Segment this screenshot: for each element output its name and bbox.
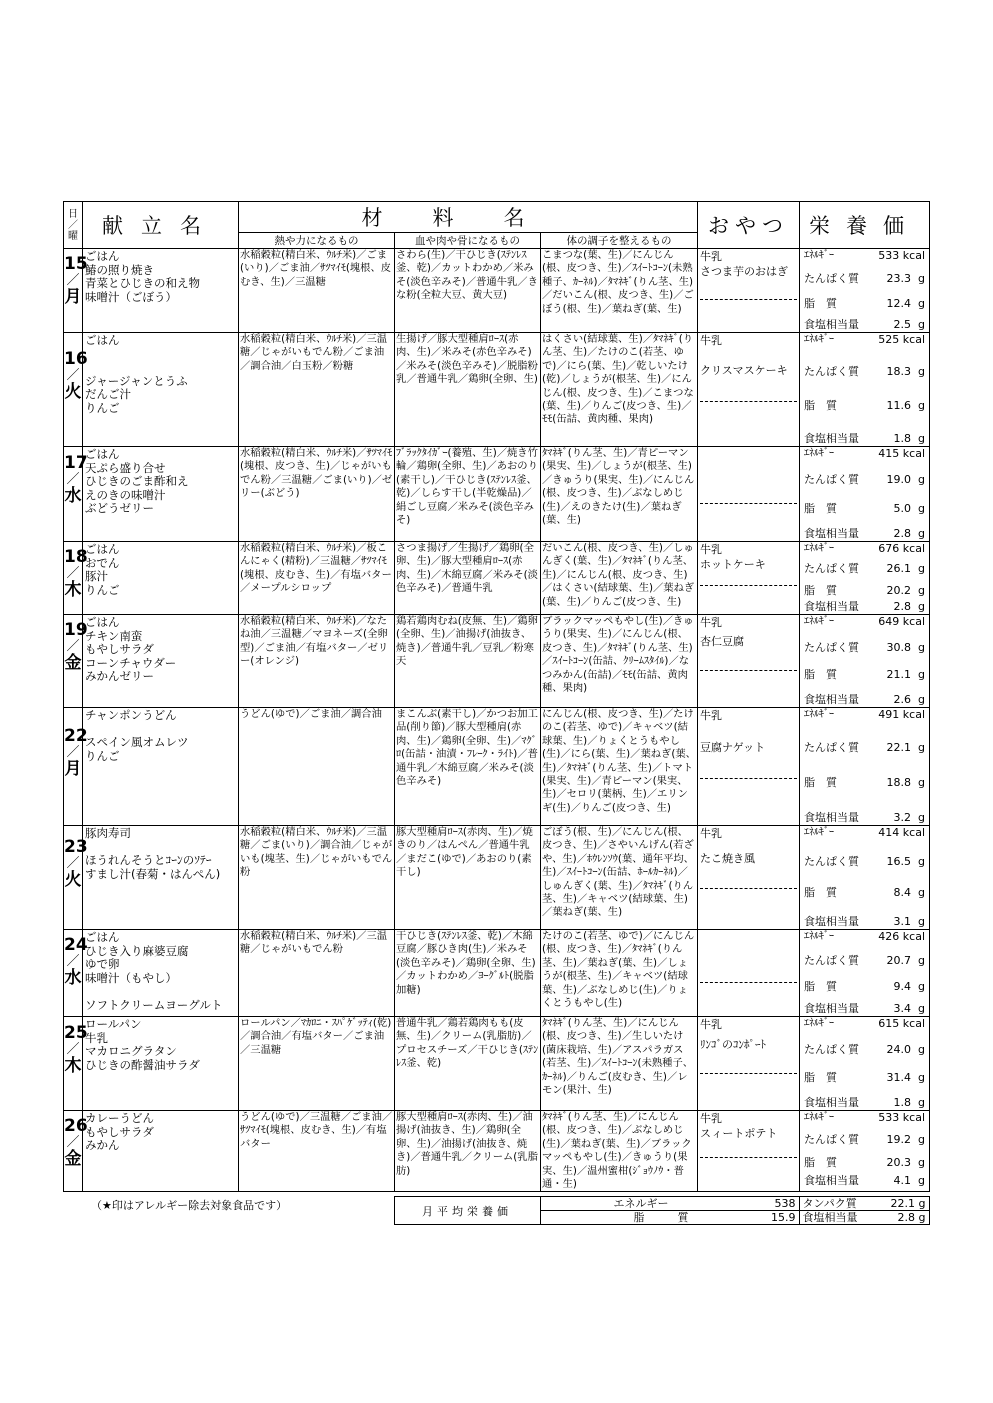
menu-cell bbox=[83, 447, 239, 542]
menu-item: スペイン風オムレツ bbox=[85, 735, 189, 749]
ingredients-body: さつま揚げ／生揚げ／鶏卵(全卵、生)／豚大型種肩ﾛｰｽ(赤肉、生)／木綿豆腐／米みそ(淡色辛みそ)／普通牛乳 bbox=[395, 542, 541, 615]
ingredients-energy: 水稲穀粒(精白米、ｳﾙﾁ米)／三温糖／ごま(いり)／調合油／じゃがいも(塊茎、生)／じゃがいもでん粉 bbox=[239, 826, 395, 930]
day-row bbox=[64, 447, 930, 542]
nutrition-cell: ｴﾈﾙｷﾞｰ 676 kcal たんぱく質 26.1 g 脂 質 20.2 g 食塩相当量 2.8 g bbox=[800, 542, 930, 615]
energy-label: ｴﾈﾙｷﾞｰ bbox=[804, 709, 835, 720]
nutrition-cell: ｴﾈﾙｷﾞｰ 615 kcal たんぱく質 24.0 g 脂 質 31.4 g 食塩相当量 1.8 g bbox=[800, 1017, 930, 1111]
day-number: 15 bbox=[64, 254, 88, 274]
protein-label: たんぱく質 bbox=[804, 1133, 860, 1146]
energy-value: 649 bbox=[878, 615, 900, 628]
ingredients-energy: 水稲穀粒(精白米、ｳﾙﾁ米)／ごま(いり)／ごま油／ｻﾂﾏｲﾓ(塊根、皮むき、生)／三温糖 bbox=[239, 249, 395, 333]
category-body-header: 血や肉や骨になるもの bbox=[395, 233, 541, 249]
menu-item: えのきの味噌汁 bbox=[85, 487, 166, 502]
menu-item: マカロニグラタン bbox=[85, 1044, 177, 1058]
day-cell bbox=[64, 542, 88, 615]
monthly-average-label: 月平均栄養価 bbox=[394, 1197, 540, 1225]
salt-value: 3.2 bbox=[893, 811, 912, 824]
day-separator: ／ bbox=[66, 744, 80, 760]
day-separator: ／ bbox=[66, 1041, 80, 1057]
menu-item: チキン南蛮 bbox=[85, 628, 143, 643]
fat-label: 脂 質 bbox=[804, 776, 838, 789]
ingredients-regulate: たけのこ(若茎、ゆで)／にんじん(根、皮つき、生)／ﾀﾏﾈｷﾞ(りん茎、生)／葉ねぎ(葉、生)／しょうが(根茎、生)／キャベツ(結球葉、生)／ぶなしめじ(生)／りょくとうもやし(生) bbox=[541, 930, 698, 1017]
energy-value: 676 bbox=[878, 542, 900, 555]
menu-item bbox=[85, 723, 236, 737]
nutrition-cell: ｴﾈﾙｷﾞｰ 525 kcal たんぱく質 18.3 g 脂 質 11.6 g 食塩相当量 1.8 g bbox=[800, 333, 930, 447]
menu-item: もやしサラダ bbox=[85, 1124, 154, 1139]
menu-item: ごはん bbox=[85, 542, 120, 556]
snack-cell bbox=[698, 1111, 800, 1192]
nutrition-cell: ｴﾈﾙｷﾞｰ 426 kcal たんぱく質 20.7 g 脂 質 9.4 g 食塩相当量 3.4 g bbox=[800, 930, 930, 1017]
menu-item: ごはん bbox=[85, 249, 120, 263]
day-number: 23 bbox=[64, 836, 88, 857]
fat-label: 脂 質 bbox=[804, 668, 838, 681]
energy-value: 491 bbox=[878, 708, 900, 721]
protein-value: 30.8 bbox=[886, 641, 912, 654]
ingredients-body: ﾌﾞﾗｯｸﾀｲｶﾞｰ(養殖、生)／焼き竹輪／鶏卵(全卵、生)／あおのり(素干し)／干ひじき(ｽﾃﾝﾚｽ釜、乾)／しらす干し(半乾燥品)／絹ごし豆腐／米みそ(淡色辛みそ) bbox=[395, 447, 541, 542]
ingredients-energy: 水稲穀粒(精白米、ｳﾙﾁ米)／三温糖／じゃがいもでん粉／ごま油／調合油／白玉粉／粉糖 bbox=[239, 333, 395, 447]
snack-cell bbox=[698, 1017, 800, 1111]
ingredients-energy: うどん(ゆで)／ごま油／調合油 bbox=[239, 708, 395, 826]
menu-cell bbox=[83, 1017, 239, 1111]
weekday: 月 bbox=[64, 758, 82, 779]
day-separator: ／ bbox=[66, 367, 80, 383]
ingredients-body: 鶏若鶏肉むね(皮無、生)／鶏卵(全卵、生)／油揚げ(油抜き、焼き)／普通牛乳／豆乳／粉寒天 bbox=[395, 615, 541, 708]
ingredients-body: さわら(生)／干ひじき(ｽﾃﾝﾚｽ釜、乾)／カットわかめ／米みそ(淡色辛みそ)／普通牛乳／きな粉(全粒大豆、黄大豆) bbox=[395, 249, 541, 333]
ingredients-body: まこんぶ(素干し)／かつお加工品(削り節)／豚大型種肩(赤肉、生)／鶏卵(全卵、生)／ﾏｸﾞﾛ(缶詰・油漬・ﾌﾚｰｸ・ﾗｲﾄ)／普通牛乳／木綿豆腐／米みそ(淡色辛みそ) bbox=[395, 708, 541, 826]
salt-value: 2.6 bbox=[893, 693, 912, 706]
menu-item: りんご bbox=[85, 400, 120, 415]
menu-item: もやしサラダ bbox=[85, 642, 154, 656]
protein-label: たんぱく質 bbox=[804, 741, 860, 754]
snack-cell bbox=[698, 930, 800, 1017]
weekday: 水 bbox=[64, 486, 82, 506]
menu-cell bbox=[83, 333, 239, 447]
salt-label: 食塩相当量 bbox=[804, 693, 860, 706]
menu-item bbox=[85, 361, 236, 375]
weekday: 火 bbox=[64, 381, 82, 402]
nutrition-cell: ｴﾈﾙｷﾞｰ 533 kcal たんぱく質 23.3 g 脂 質 12.4 g 食塩相当量 2.5 g bbox=[800, 249, 930, 333]
menu-cell bbox=[83, 708, 239, 826]
snack-divider bbox=[700, 1073, 797, 1074]
day-cell bbox=[64, 447, 88, 542]
salt-label: 食塩相当量 bbox=[804, 432, 860, 445]
energy-label: ｴﾈﾙｷﾞｰ bbox=[804, 448, 835, 459]
protein-value: 19.2 bbox=[886, 1133, 912, 1146]
snack-drink bbox=[698, 930, 799, 932]
menu-item: 豚肉寿司 bbox=[85, 826, 131, 840]
energy-label: ｴﾈﾙｷﾞｰ bbox=[804, 334, 835, 345]
day-header: 日 ／ 曜 bbox=[64, 202, 83, 249]
menu-cell bbox=[83, 615, 239, 708]
fat-label: 脂 質 bbox=[804, 399, 838, 412]
menu-item: ごはん bbox=[85, 333, 120, 347]
menu-item: 味噌汁（もやし） bbox=[85, 970, 177, 985]
protein-label: たんぱく質 bbox=[804, 1043, 860, 1056]
footer: （★印はアレルギー除去対象食品です） 月平均栄養価 エネルギー 538 脂 質 15.9 タンパク質 22.1 g 食塩相当量 2.8 g bbox=[63, 1196, 930, 1225]
salt-label: 食塩相当量 bbox=[804, 1096, 860, 1109]
fat-value: 18.8 bbox=[886, 776, 912, 789]
avg-energy-label: エネルギー bbox=[613, 1197, 669, 1211]
nutrition-cell: ｴﾈﾙｷﾞｰ 415 kcal たんぱく質 19.0 g 脂 質 5.0 g 食塩相当量 2.8 g bbox=[800, 447, 930, 542]
fat-value: 9.4 bbox=[893, 980, 912, 993]
ingredients-regulate: ﾀﾏﾈｷﾞ(りん茎、生)／にんじん(根、皮つき、生)／ぶなしめじ(生)／葉ねぎ(葉、生)／ブラックマッペもやし(生)／きゅうり(果実、生)／温州蜜柑(ｼﾞｮｳﾉｳ・普通・生) bbox=[541, 1111, 698, 1192]
day-number: 22 bbox=[64, 725, 88, 746]
salt-value: 2.8 bbox=[893, 527, 912, 540]
salt-value: 3.4 bbox=[893, 1002, 912, 1015]
avg-fat-label: 脂 質 bbox=[633, 1211, 689, 1225]
snack-food: スィートポテト bbox=[700, 1127, 778, 1140]
protein-value: 26.1 bbox=[886, 562, 912, 575]
snack-drink: 牛乳 bbox=[700, 709, 723, 722]
snack-food: 杏仁豆腐 bbox=[700, 635, 745, 648]
nutrition-cell: ｴﾈﾙｷﾞｰ 533 kcal たんぱく質 19.2 g 脂 質 20.3 g 食塩相当量 4.1 g bbox=[800, 1111, 930, 1192]
snack-cell bbox=[698, 615, 800, 708]
salt-label: 食塩相当量 bbox=[804, 915, 860, 928]
energy-label: ｴﾈﾙｷﾞｰ bbox=[804, 616, 835, 627]
avg-protein-label: タンパク質 bbox=[802, 1197, 857, 1211]
ingredients-body: 普通牛乳／鶏若鶏肉もも(皮無、生)／クリーム(乳脂肪)／プロセスチーズ／干ひじき(ｽﾃﾝﾚｽ釜、乾) bbox=[395, 1017, 541, 1111]
day-separator: ／ bbox=[66, 273, 80, 288]
salt-label: 食塩相当量 bbox=[804, 600, 860, 613]
energy-label: ｴﾈﾙｷﾞｰ bbox=[804, 827, 835, 838]
energy-value: 615 bbox=[878, 1017, 900, 1030]
menu-item: ジャージャンとうふ bbox=[85, 373, 188, 388]
day-separator: ／ bbox=[66, 954, 80, 969]
nutrition-header: 栄養価 bbox=[800, 202, 930, 249]
fat-label: 脂 質 bbox=[804, 1156, 838, 1169]
protein-value: 22.1 bbox=[886, 741, 912, 754]
fat-label: 脂 質 bbox=[804, 1071, 838, 1084]
day-cell bbox=[64, 333, 88, 447]
snack-food: ﾘﾝｺﾞのｺﾝﾎﾟｰﾄ bbox=[700, 1037, 767, 1051]
protein-value: 23.3 bbox=[886, 272, 912, 285]
menu-item: 青菜とひじきの和え物 bbox=[85, 276, 200, 290]
menu-item: ごはん bbox=[85, 930, 120, 944]
snack-divider bbox=[700, 503, 797, 504]
menu-item: 味噌汁（ごぼう） bbox=[85, 289, 177, 304]
snack-cell bbox=[698, 542, 800, 615]
fat-label: 脂 質 bbox=[804, 584, 838, 597]
day-cell bbox=[64, 826, 88, 930]
day-separator: ／ bbox=[66, 639, 80, 654]
salt-label: 食塩相当量 bbox=[804, 1002, 860, 1015]
snack-cell bbox=[698, 826, 800, 930]
ingredients-energy: 水稲穀粒(精白米、ｳﾙﾁ米)／なたね油／三温糖／マヨネーズ(全卵型)／ごま油／有塩バター／ゼリー(オレンジ) bbox=[239, 615, 395, 708]
fat-value: 5.0 bbox=[893, 502, 912, 515]
day-number: 26 bbox=[64, 1116, 88, 1136]
menu-cell bbox=[83, 1111, 239, 1192]
snack-cell bbox=[698, 249, 800, 333]
day-number: 25 bbox=[64, 1022, 88, 1043]
ingredients-body: 干ひじき(ｽﾃﾝﾚｽ釜、乾)／木綿豆腐／豚ひき肉(生)／米みそ(淡色辛みそ)／鶏卵(全卵、生)／カットわかめ／ﾖｰｸﾞﾙﾄ(脱脂加糖) bbox=[395, 930, 541, 1017]
protein-label: たんぱく質 bbox=[804, 473, 860, 486]
menu-name-header: 献立名 bbox=[83, 202, 239, 249]
weekday: 金 bbox=[64, 1149, 82, 1169]
fat-value: 21.1 bbox=[886, 668, 912, 681]
protein-label: たんぱく質 bbox=[804, 562, 860, 575]
snack-food: たこ焼き風 bbox=[700, 851, 756, 865]
energy-value: 533 bbox=[878, 1111, 900, 1124]
category-energy-header: 熱や力になるもの bbox=[239, 233, 395, 249]
day-row bbox=[64, 930, 930, 1017]
menu-item: 鰆の照り焼き bbox=[85, 262, 154, 277]
allergy-note: （★印はアレルギー除去対象食品です） bbox=[91, 1198, 288, 1212]
snack-cell bbox=[698, 333, 800, 447]
menu-item: すまし汁(春菊・はんぺん) bbox=[85, 866, 221, 881]
menu-item: みかんゼリー bbox=[85, 669, 154, 683]
ingredients-energy: 水稲穀粒(精白米、ｳﾙﾁ米)／板こんにゃく(精粉)／三温糖／ｻﾂﾏｲﾓ(塊根、皮むき、生)／有塩バター／メープルシロップ bbox=[239, 542, 395, 615]
menu-item: ごはん bbox=[85, 615, 120, 629]
weekday: 木 bbox=[64, 1055, 82, 1076]
protein-value: 24.0 bbox=[886, 1043, 912, 1056]
salt-label: 食塩相当量 bbox=[804, 318, 860, 331]
menu-cell bbox=[83, 249, 239, 333]
fat-label: 脂 質 bbox=[804, 980, 838, 993]
fat-label: 脂 質 bbox=[804, 886, 838, 899]
fat-label: 脂 質 bbox=[804, 297, 838, 310]
day-separator: ／ bbox=[66, 855, 80, 871]
fat-value: 20.3 bbox=[886, 1156, 912, 1169]
avg-fat-value: 15.9 bbox=[771, 1211, 796, 1225]
snack-divider bbox=[700, 982, 797, 983]
ingredients-energy: 水稲穀粒(精白米、ｳﾙﾁ米)／三温糖／じゃがいもでん粉 bbox=[239, 930, 395, 1017]
menu-item: ゆで卵 bbox=[85, 957, 120, 971]
menu-item: ソフトクリームヨーグルト bbox=[85, 997, 223, 1012]
ingredients-regulate: ﾀﾏﾈｷﾞ(りん茎、生)／青ピーマン(果実、生)／しょうが(根茎、生)／きゅうり(果実、生)／にんじん(根、皮つき、生)／ぶなしめじ(生)／えのきたけ(生)／葉ねぎ(葉、生) bbox=[541, 447, 698, 542]
protein-value: 16.5 bbox=[886, 855, 912, 868]
avg-protein-value: 22.1 bbox=[890, 1197, 916, 1211]
ingredients-header: 材料名 bbox=[239, 202, 698, 233]
menu-item: おでん bbox=[85, 555, 120, 570]
menu-item: ロールパン bbox=[85, 1017, 142, 1031]
menu-cell bbox=[83, 826, 239, 930]
ingredients-regulate: ﾀﾏﾈｷﾞ(りん茎、生)／にんじん(根、皮つき、生)／生しいたけ(菌床栽培、生)／アスパラガス(若茎、生)／ｽｲｰﾄｺｰﾝ(未熟種子、ｶｰﾈﾙ)／りんご(皮むき、生)／レモン(果汁、生) bbox=[541, 1017, 698, 1111]
ingredients-regulate: だいこん(根、皮つき、生)／しゅんぎく(葉、生)／ﾀﾏﾈｷﾞ(りん茎、生)／にんじん(根、皮つき、生)／はくさい(結球葉、生)／葉ねぎ(葉、生)／りんご(皮つき、生) bbox=[541, 542, 698, 615]
ingredients-energy: ロールパン／ﾏｶﾛﾆ・ｽﾊﾟｹﾞｯﾃｨ(乾)／調合油／有塩バター／ごま油／三温糖 bbox=[239, 1017, 395, 1111]
snack-drink: 牛乳 bbox=[700, 616, 723, 629]
ingredients-body: 豚大型種肩ﾛｰｽ(赤肉、生)／焼きのり／はんぺん／普通牛乳／まだこ(ゆで)／あおのり(素干し) bbox=[395, 826, 541, 930]
snack-drink: 牛乳 bbox=[700, 1018, 723, 1031]
ingredients-regulate: ごぼう(根、生)／にんじん(根、皮つき、生)／さやいんげん(若ざや、生)／ﾎｳﾚﾝｿｳ(葉、通年平均、生)／ｽｲｰﾄｺｰﾝ(缶詰、ﾎｰﾙｶｰﾈﾙ)／しゅんぎく(葉、生)／ﾀﾏﾈｷﾞ(りん茎、生)／キャベツ(結球葉、生)／葉ねぎ(葉、生) bbox=[541, 826, 698, 930]
day-row bbox=[64, 615, 930, 708]
snack-divider bbox=[700, 401, 797, 402]
snack-drink: 牛乳 bbox=[700, 543, 723, 556]
fat-label: 脂 質 bbox=[804, 502, 838, 515]
energy-label: ｴﾈﾙｷﾞｰ bbox=[804, 250, 835, 261]
energy-label: ｴﾈﾙｷﾞｰ bbox=[804, 931, 835, 942]
menu-item bbox=[85, 841, 236, 855]
fat-value: 20.2 bbox=[886, 584, 912, 597]
weekday: 月 bbox=[64, 287, 82, 307]
menu-item: ほうれんそうとｺｰﾝのｿﾃｰ bbox=[85, 853, 212, 867]
protein-value: 20.7 bbox=[886, 954, 912, 967]
snack-header: おやつ bbox=[698, 202, 800, 249]
day-row bbox=[64, 1017, 930, 1111]
salt-label: 食塩相当量 bbox=[804, 811, 860, 824]
ingredients-regulate: ブラックマッペもやし(生)／きゅうり(果実、生)／にんじん(根、皮つき、生)／ﾀﾏﾈｷﾞ(りん茎、生)／ｽｲｰﾄｺｰﾝ(缶詰、ｸﾘｰﾑｽﾀｲﾙ)／なつみかん(缶詰)／ﾓﾓ(缶詰、黄肉種、果肉) bbox=[541, 615, 698, 708]
menu-item: コーンチャウダー bbox=[85, 655, 177, 670]
ingredients-energy: 水稲穀粒(精白米、ｳﾙﾁ米)／ｻﾂﾏｲﾓ(塊根、皮つき、生)／じゃがいもでん粉／三温糖／ごま(いり)／ゼリー(ぶどう) bbox=[239, 447, 395, 542]
energy-label: ｴﾈﾙｷﾞｰ bbox=[804, 1112, 835, 1123]
menu-item: りんご bbox=[85, 582, 120, 597]
fat-value: 31.4 bbox=[886, 1071, 912, 1084]
salt-value: 1.8 bbox=[893, 432, 912, 445]
energy-value: 414 bbox=[878, 826, 900, 839]
energy-label: ｴﾈﾙｷﾞｰ bbox=[804, 1018, 835, 1029]
menu-cell bbox=[83, 542, 239, 615]
ingredients-body: 豚大型種肩ﾛｰｽ(赤肉、生)／油揚げ(油抜き、生)／鶏卵(全卵、生)／油揚げ(油抜き、焼き)／普通牛乳／クリーム(乳脂肪) bbox=[395, 1111, 541, 1192]
menu-item: 豚汁 bbox=[85, 569, 108, 583]
protein-label: たんぱく質 bbox=[804, 365, 860, 378]
snack-food: さつま芋のおはぎ bbox=[700, 265, 789, 278]
ingredients-regulate: はくさい(結球葉、生)／ﾀﾏﾈｷﾞ(りん茎、生)／たけのこ(若茎、ゆで)／にら(葉、生)／乾しいたけ(乾)／しょうが(根茎、生)／にんじん(根、皮つき、生)／こまつな(葉、生)／りんご(皮つき、生)／ﾓﾓ(缶詰、黄肉種、果肉) bbox=[541, 333, 698, 447]
salt-value: 2.8 bbox=[893, 600, 912, 613]
day-number: 17 bbox=[64, 453, 88, 473]
snack-divider bbox=[700, 888, 797, 889]
salt-label: 食塩相当量 bbox=[804, 527, 860, 540]
snack-cell bbox=[698, 708, 800, 826]
snack-divider bbox=[700, 778, 797, 779]
snack-divider bbox=[700, 670, 797, 671]
day-cell bbox=[64, 930, 88, 1017]
weekday: 金 bbox=[64, 653, 82, 673]
day-row bbox=[64, 826, 930, 930]
menu-item: ごはん bbox=[85, 447, 120, 461]
ingredients-regulate: にんじん(根、皮つき、生)／たけのこ(若茎、ゆで)／キャベツ(結球葉、生)／りょくとうもやし(生)／にら(葉、生)／葉ねぎ(葉、生)／ﾀﾏﾈｷﾞ(りん茎、生)／トマト(果実、生)／青ピーマン(果実、生)／セロリ(葉柄、生)／エリンギ(生)／りんご(皮つき、生) bbox=[541, 708, 698, 826]
day-separator: ／ bbox=[66, 566, 80, 581]
menu-item: ひじきの酢醤油サラダ bbox=[85, 1057, 200, 1072]
ingredients-body: 生揚げ／豚大型種肩ﾛｰｽ(赤肉、生)／米みそ(赤色辛みそ)／米みそ(淡色辛みそ)／脱脂粉乳／普通牛乳／鶏卵(全卵、生) bbox=[395, 333, 541, 447]
day-separator: ／ bbox=[66, 472, 80, 487]
energy-value: 415 bbox=[878, 447, 900, 460]
energy-value: 426 bbox=[878, 930, 900, 943]
fat-value: 8.4 bbox=[893, 886, 912, 899]
protein-label: たんぱく質 bbox=[804, 855, 860, 868]
snack-divider bbox=[700, 1157, 797, 1158]
energy-value: 525 bbox=[878, 333, 900, 346]
day-row bbox=[64, 333, 930, 447]
menu-item: 天ぷら盛り合せ bbox=[85, 460, 166, 475]
fat-value: 12.4 bbox=[886, 297, 912, 310]
menu-item: りんご bbox=[85, 748, 120, 763]
snack-drink: 牛乳 bbox=[700, 827, 723, 840]
energy-label: ｴﾈﾙｷﾞｰ bbox=[804, 543, 835, 554]
protein-value: 18.3 bbox=[886, 365, 912, 378]
day-cell bbox=[64, 615, 88, 708]
day-row bbox=[64, 249, 930, 333]
category-regulate-header: 体の調子を整えるもの bbox=[541, 233, 698, 249]
day-cell bbox=[64, 249, 88, 333]
day-cell bbox=[64, 1111, 88, 1192]
salt-value: 4.1 bbox=[893, 1174, 912, 1187]
nutrition-cell: ｴﾈﾙｷﾞｰ 649 kcal たんぱく質 30.8 g 脂 質 21.1 g 食塩相当量 2.6 g bbox=[800, 615, 930, 708]
snack-drink bbox=[698, 447, 799, 449]
snack-cell bbox=[698, 447, 800, 542]
protein-label: たんぱく質 bbox=[804, 272, 860, 285]
avg-energy-value: 538 bbox=[774, 1197, 796, 1211]
day-number: 24 bbox=[64, 935, 88, 955]
day-row bbox=[64, 708, 930, 826]
menu-table bbox=[63, 201, 930, 1192]
nutrition-cell: ｴﾈﾙｷﾞｰ 491 kcal たんぱく質 22.1 g 脂 質 18.8 g 食塩相当量 3.2 g bbox=[800, 708, 930, 826]
weekday: 火 bbox=[64, 869, 82, 890]
day-number: 19 bbox=[64, 620, 88, 640]
menu-item: 牛乳 bbox=[85, 1030, 108, 1045]
salt-value: 2.5 bbox=[893, 318, 912, 331]
menu-item: みかん bbox=[85, 1138, 120, 1152]
avg-salt-label: 食塩相当量 bbox=[802, 1211, 858, 1225]
weekday: 木 bbox=[64, 580, 82, 600]
day-number: 18 bbox=[64, 547, 88, 567]
menu-item: ひじきのごま酢和え bbox=[85, 474, 189, 488]
snack-drink: 牛乳 bbox=[700, 250, 723, 263]
day-separator: ／ bbox=[66, 1135, 80, 1150]
day-number: 16 bbox=[64, 348, 88, 369]
day-cell bbox=[64, 1017, 88, 1111]
ingredients-regulate: こまつな(葉、生)／にんじん(根、皮つき、生)／ｽｲｰﾄｺｰﾝ(未熟種子、ｶｰﾈﾙ)／ﾀﾏﾈｷﾞ(りん茎、生)／だいこん(根、皮つき、生)／ごぼう(根、生)／葉ねぎ(葉、生) bbox=[541, 249, 698, 333]
menu-item bbox=[85, 348, 236, 362]
menu-cell bbox=[83, 930, 239, 1017]
energy-value: 533 bbox=[878, 249, 900, 262]
day-row bbox=[64, 1111, 930, 1192]
snack-food: 豆腐ナゲット bbox=[700, 740, 766, 754]
snack-drink: 牛乳 bbox=[700, 334, 723, 347]
protein-label: たんぱく質 bbox=[804, 954, 860, 967]
snack-divider bbox=[700, 585, 797, 586]
salt-value: 3.1 bbox=[893, 915, 912, 928]
ingredients-energy: うどん(ゆで)／三温糖／ごま油／ｻﾂﾏｲﾓ(塊根、皮むき、生)／有塩バター bbox=[239, 1111, 395, 1192]
nutrition-cell: ｴﾈﾙｷﾞｰ 414 kcal たんぱく質 16.5 g 脂 質 8.4 g 食塩相当量 3.1 g bbox=[800, 826, 930, 930]
menu-item: カレーうどん bbox=[85, 1111, 154, 1125]
snack-drink: 牛乳 bbox=[700, 1112, 723, 1125]
menu-item: チャンポンうどん bbox=[85, 708, 177, 722]
avg-salt-value: 2.8 bbox=[897, 1211, 916, 1225]
day-row bbox=[64, 542, 930, 615]
weekday: 水 bbox=[64, 968, 82, 988]
menu-item: ぶどうゼリー bbox=[85, 501, 154, 515]
protein-label: たんぱく質 bbox=[804, 641, 860, 654]
salt-label: 食塩相当量 bbox=[804, 1174, 860, 1187]
day-cell bbox=[64, 708, 88, 826]
protein-value: 19.0 bbox=[886, 473, 912, 486]
snack-food: ホットケーキ bbox=[700, 558, 766, 571]
menu-item: ひじき入り麻婆豆腐 bbox=[85, 943, 189, 958]
snack-food: クリスマスケーキ bbox=[700, 363, 788, 377]
menu-item: だんご汁 bbox=[85, 387, 131, 401]
menu-sheet bbox=[63, 201, 929, 1225]
fat-value: 11.6 bbox=[886, 399, 912, 412]
snack-divider bbox=[700, 299, 797, 300]
salt-value: 1.8 bbox=[893, 1096, 912, 1109]
menu-item bbox=[85, 985, 236, 999]
